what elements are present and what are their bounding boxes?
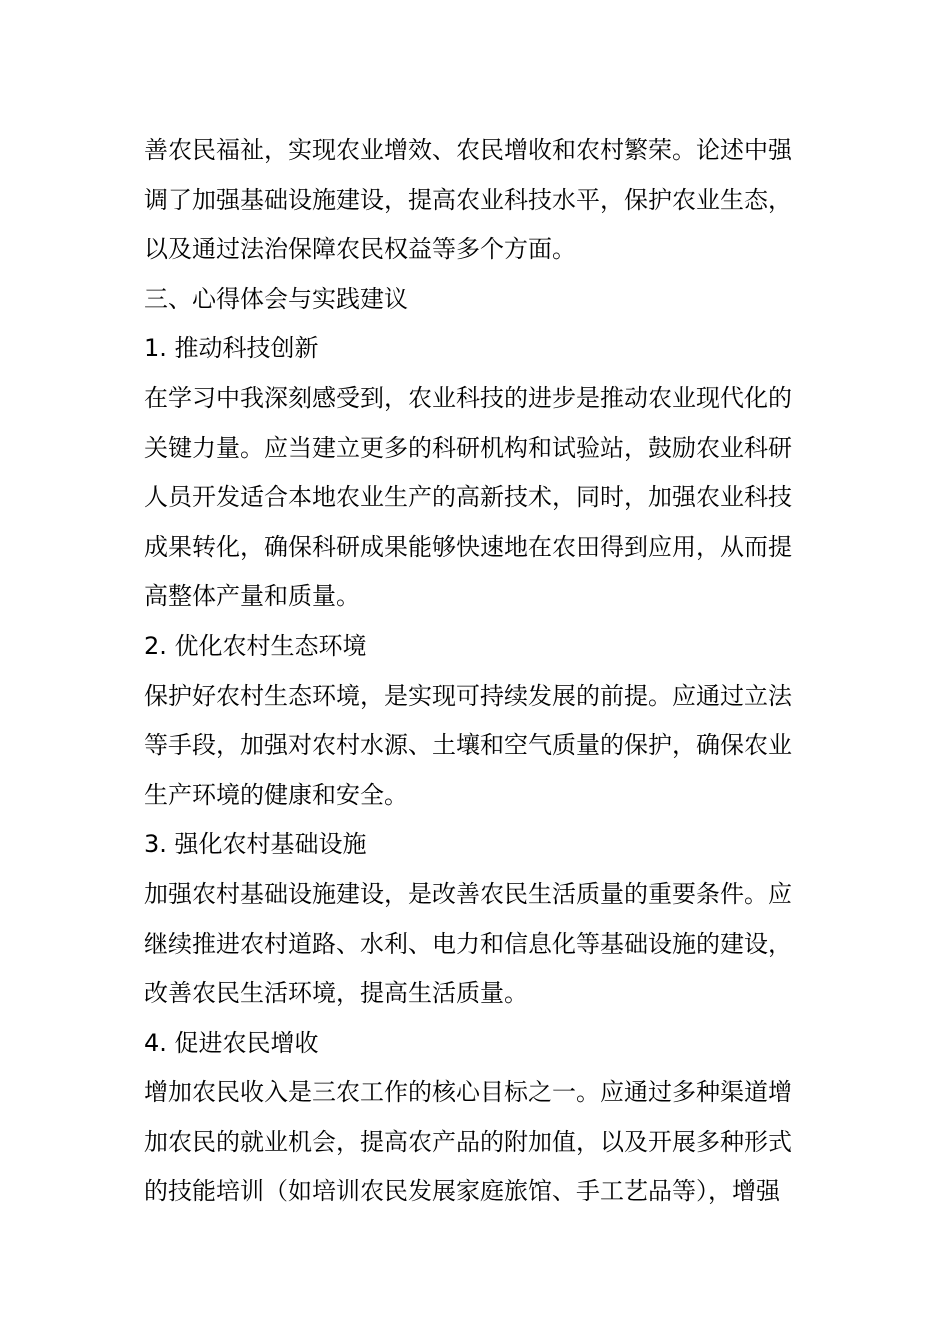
subsection-heading: 1. 推动科技创新 — [144, 334, 319, 363]
text-line: 关键力量。应当建立更多的科研机构和试验站，鼓励农业科研 — [144, 433, 792, 462]
text-line: 以及通过法治保障农民权益等多个方面。 — [144, 235, 576, 264]
text-line: 在学习中我深刻感受到，农业科技的进步是推动农业现代化的 — [144, 383, 792, 412]
section-heading: 三、心得体会与实践建议 — [144, 284, 408, 313]
text-line: 改善农民生活环境，提高生活质量。 — [144, 979, 528, 1008]
text-line: 调了加强基础设施建设，提高农业科技水平，保护农业生态， — [144, 185, 792, 214]
text-line: 人员开发适合本地农业生产的高新技术，同时，加强农业科技 — [144, 483, 792, 512]
text-line: 生产环境的健康和安全。 — [144, 780, 408, 809]
text-line: 的技能培训（如培训农民发展家庭旅馆、手工艺品等），增强 — [144, 1177, 780, 1206]
subsection-heading: 2. 优化农村生态环境 — [144, 631, 367, 660]
text-line: 加强农村基础设施建设，是改善农民生活质量的重要条件。应 — [144, 879, 792, 908]
text-line: 保护好农村生态环境，是实现可持续发展的前提。应通过立法 — [144, 681, 792, 710]
document-body — [144, 126, 806, 1217]
text-line: 加农民的就业机会，提高农产品的附加值，以及开展多种形式 — [144, 1127, 792, 1156]
text-line: 等手段，加强对农村水源、土壤和空气质量的保护，确保农业 — [144, 731, 792, 760]
text-line: 成果转化，确保科研成果能够快速地在农田得到应用，从而提 — [144, 532, 792, 561]
subsection-heading: 4. 促进农民增收 — [144, 1028, 319, 1057]
text-line: 善农民福祉，实现农业增效、农民增收和农村繁荣。论述中强 — [144, 136, 792, 164]
subsection-heading: 3. 强化农村基础设施 — [144, 830, 367, 859]
text-line: 增加农民收入是三农工作的核心目标之一。应通过多种渠道增 — [144, 1078, 792, 1107]
text-line: 高整体产量和质量。 — [144, 582, 360, 611]
text-line: 继续推进农村道路、水利、电力和信息化等基础设施的建设， — [144, 929, 792, 958]
